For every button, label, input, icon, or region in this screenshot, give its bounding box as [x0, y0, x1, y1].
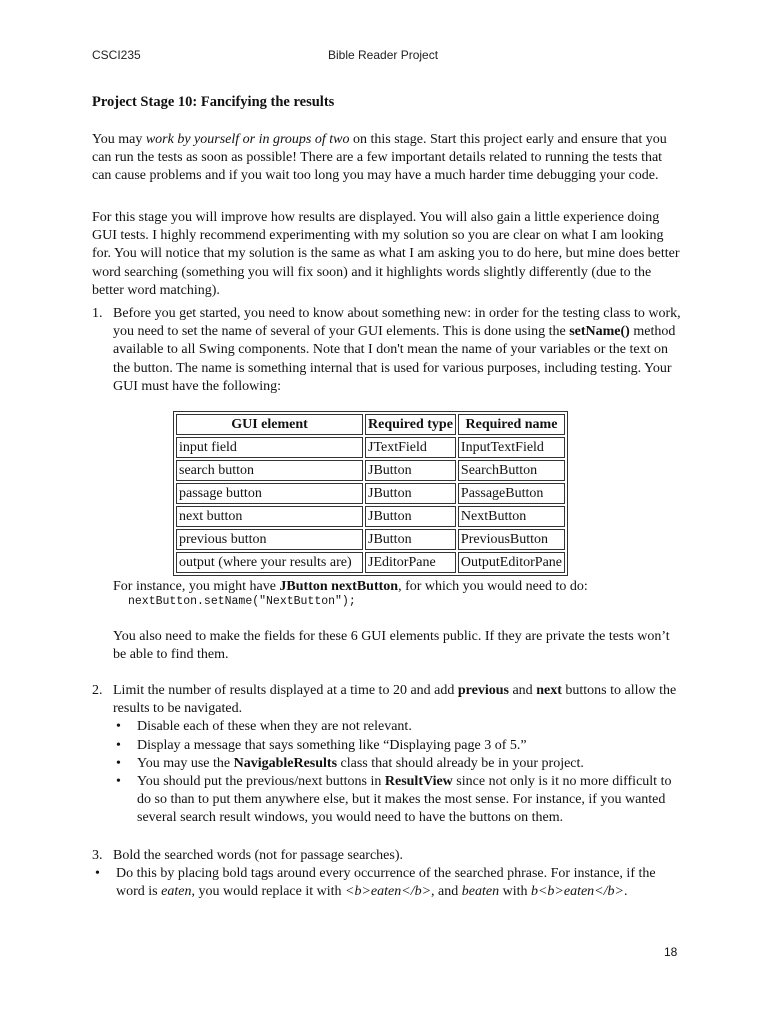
table-cell: OutputEditorPane: [458, 552, 565, 573]
table-cell: next button: [176, 506, 363, 527]
table-cell: passage button: [176, 483, 363, 504]
setname-method: setName(): [569, 324, 630, 340]
table-cell: SearchButton: [458, 460, 565, 481]
page-number: 18: [664, 945, 678, 959]
table-row: [176, 529, 565, 550]
table-row: [176, 483, 565, 504]
table-cell: PreviousButton: [458, 529, 565, 550]
table-cell: JButton: [365, 529, 456, 550]
table-header: Required name: [458, 414, 565, 435]
table-header-row: [176, 414, 565, 435]
table-cell: JButton: [365, 460, 456, 481]
list-item: • Disable each of these when they are not relevant.: [92, 718, 687, 736]
table-cell: PassageButton: [458, 483, 565, 504]
table-cell: JButton: [365, 483, 456, 504]
bullet-icon: •: [116, 737, 121, 753]
table-cell: JEditorPane: [365, 552, 456, 573]
list-item-3: 3. Bold the searched words (not for passage searches). • Do this by placing bold tags around every occurrence of the searched phrase. For instance, if the word is eaten, you would replace it with <b>eaten</b>, and beaten with b<b>eaten</b>.: [92, 847, 687, 902]
bullet-icon: •: [116, 755, 121, 771]
table-cell: input field: [176, 437, 363, 458]
bullet-icon: •: [95, 866, 100, 882]
list-item: • You may use the NavigableResults class that should already be in your project.: [92, 755, 687, 773]
page-title: Project Stage 10: Fancifying the results: [92, 94, 335, 110]
list-item-2: 2. Limit the number of results displayed at a time to 20 and add previous and next buttons to allow the results to be navigated. • Disable each of these when they are not relevant. • Display a message that says something like “Displaying page 3 of 5.” • You may use the NavigableResults class that should already be in your project. • You should put the previous/next buttons in ResultView since not only is it no more difficult to do so than to put them anywhere else, but it makes the most sense. For instance, if you wanted several search result windows, you would need to have the buttons on them.: [92, 682, 687, 828]
table-cell: previous button: [176, 529, 363, 550]
nextbutton-declaration: JButton nextButton: [279, 579, 399, 594]
table-header: Required type: [365, 414, 456, 435]
table-cell: NextButton: [458, 506, 565, 527]
list-item: • Display a message that says something like “Displaying page 3 of 5.”: [92, 737, 687, 755]
list-item: • You should put the previous/next buttons in ResultView since not only is it no more difficult to do so than to put them anywhere else, but it makes the most sense. For instance, if you wanted several search result windows, you would need to have the buttons on them.: [116, 774, 672, 826]
item-2-bullets: [92, 718, 687, 827]
table-cell: JTextField: [365, 437, 456, 458]
emphasis-groups: work by yourself or in groups of two: [145, 132, 350, 147]
table-row: [176, 460, 565, 481]
list-item: • Do this by placing bold tags around every occurrence of the searched phrase. For instance, if the word is eaten, you would replace it with <b>eaten</b>, and beaten with b<b>eaten</b>.: [95, 866, 656, 900]
instance-sentence: For instance, you might have JButton nextButton, for which you would need to do:: [113, 579, 588, 594]
gui-requirements-table: [173, 411, 568, 576]
table-cell: output (where your results are): [176, 552, 363, 573]
table-cell: JButton: [365, 506, 456, 527]
table-cell: search button: [176, 460, 363, 481]
table-row: [176, 552, 565, 573]
stage-paragraph: For this stage you will improve how results are displayed. You will also gain a little experience doing GUI tests. I highly recommend experimenting with my solution so you are clear on what I am looking for. You will notice that my solution is the same as what I am asking you to do here, but mine does better word searching (something you will fix soon) and it highlights words slightly differently (due to the better word matching).: [92, 210, 680, 298]
table-cell: InputTextField: [458, 437, 565, 458]
bullet-icon: •: [116, 774, 121, 790]
table-header: GUI element: [176, 414, 363, 435]
item-3-bullets: [92, 865, 687, 901]
bullet-icon: •: [116, 719, 121, 735]
header-project: Bible Reader Project: [328, 48, 439, 62]
intro-paragraph: You may work by yourself or in groups of two on this stage. Start this project early and ensure that you can run the tests as soon as possible! There are a few important details related to running the tests that can cause problems and if you wait too long you may have a much harder time debugging your code.: [92, 132, 667, 184]
table-row: [176, 506, 565, 527]
table-row: [176, 437, 565, 458]
list-item-1: 1. Before you get started, you need to know about something new: in order for the testing class to work, you need to set the name of several of your GUI elements. This is done using the setName() method available to all Swing components. Note that I don't mean the name of your variables or the text on the button. The name is something internal that is used for various purposes, including testing. Your GUI must have the following:: [92, 306, 681, 394]
header-course: CSCI235: [92, 48, 141, 62]
public-fields-note: You also need to make the fields for these 6 GUI elements public. If they are private the tests won’t be able to find them.: [113, 629, 670, 663]
code-snippet: nextButton.setName("NextButton");: [128, 595, 356, 608]
